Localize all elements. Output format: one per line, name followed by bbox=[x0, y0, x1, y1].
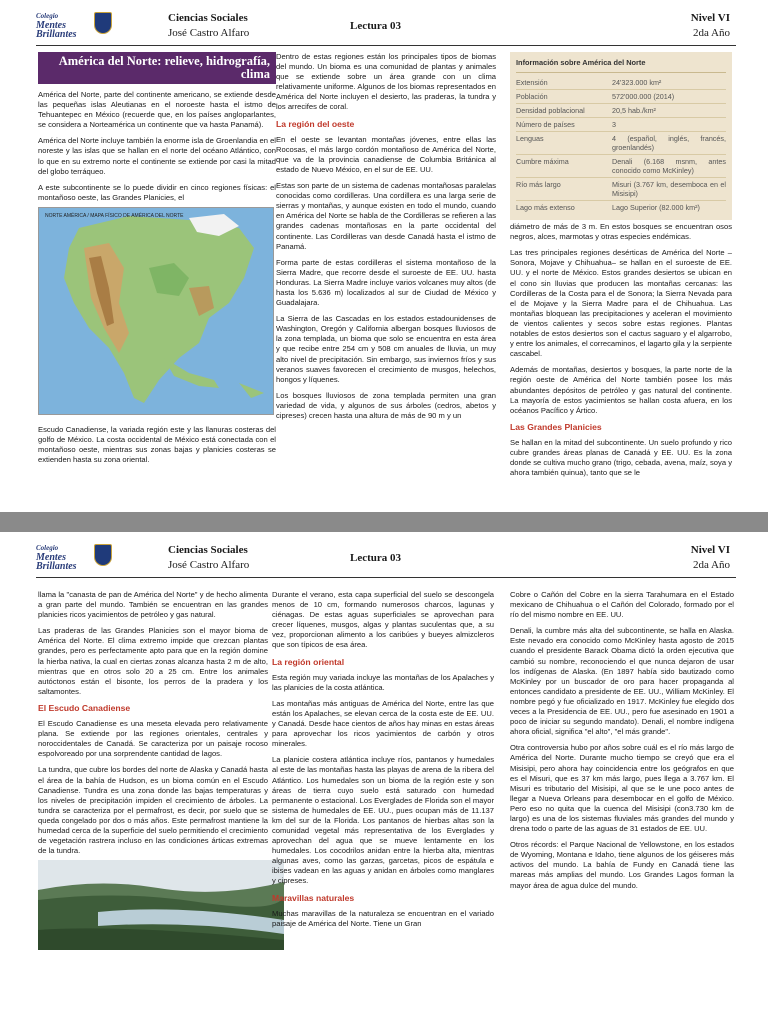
paragraph: Las tres principales regiones desérticas de América del Norte –Sonora, Mojave y Chihuahua– se hallan en el suroeste de EE. UU. y el norte de México. Estos grandes desiertos se ubican en el cono sin lluvias que producen las montañas cercanas: las Cordilleras de la Costa para el de Sonora; la Sierra Nevada para el de Mojave y la Sierra Madre para el de Chihuahua. Las montañas bloquean las precipitaciones y aceleran el movimiento de vientos calientes y secos sobre estas regiones. Plantas notables de estos desiertos son el cactus saguaro y el algarrobo, y entre los animales, el correcaminos, el lagarto gila y la serpiente cascabel. bbox=[510, 248, 733, 359]
logo-line2: Mentes bbox=[36, 552, 66, 563]
column-2 bbox=[276, 52, 496, 427]
heading-grandes-planicies: Las Grandes Planicies bbox=[510, 421, 602, 432]
info-value: 20,5 hab./km² bbox=[612, 106, 656, 116]
paragraph: Los bosques lluviosos de zona templada permiten una gran variedad de vida, y algunos de sus árboles (cedros, abetos y cipreses) crecen hasta una altura de más de 90 m y un bbox=[276, 390, 496, 420]
grade: 2da Año bbox=[693, 27, 730, 39]
info-key: Población bbox=[516, 92, 548, 102]
page-title: América del Norte: relieve, hidrografía, clima bbox=[38, 52, 276, 84]
logo-line3: Brillantes bbox=[36, 561, 77, 572]
shield-icon bbox=[94, 544, 112, 566]
info-row bbox=[516, 178, 726, 201]
heading-region-oriental: La región oriental bbox=[272, 656, 345, 667]
shield-icon bbox=[94, 12, 112, 34]
info-row bbox=[516, 201, 726, 214]
paragraph: La planicie costera atlántica incluye ríos, pantanos y humedales al este de las montañas hasta las playas de arena de la ribera del Atlántico. Los humedales son un bioma de la región este y son áreas de tierra cuyo suelo está saturado con humedad permanente o estacional. Los Everglades de Florida son el mayor sistema de humedales de EE. UU., pues ocupan más de 11.137 km del sur de la Florida. Los pantanos de hierbas altas son la comunidad vegetal más representativa de los Everglades y aprovechan del agua que se mueve lentamente en los humedales. Los cocodrilos anidan entre la hierba alta, mientras algunas aves, como las garzas, garcetas, picos de espátula e ibises vadean en las aguas y anidan en árboles como manglares y cipreses. bbox=[272, 755, 494, 886]
paragraph: Denali, la cumbre más alta del subcontinente, se halla en Alaska. Este nevado era conocido como McKinley hasta agosto de 2015 cuando el presidente Barack Obama dictó la orden ejecutiva que cambió su nombre, reconociendo el que nunca dejaron de usar los indígenas de Alaska. (En 1897 había sido bautizado como McKinley por un buscador de oro para hacer propaganda al entonces candidato a presidente de EE. UU., William McKinley. El nombre pegó y fue oficializado en 1917. McKinley fue elegido dos veces a la Presidencia de EE. UU., pero fue asesinado en 1901 a poco de iniciar su segundo mandato). Denali, el nombre indígena ahora oficial, significa "el alto", "el más grande". bbox=[510, 626, 734, 737]
paragraph: Escudo Canadiense, la variada región este y las llanuras costeras del golfo de México. La costa occidental de México está conectada con el montañoso oeste, mientras sus zonas bajas y planicies costeras se extienden hasta su zona oriental. bbox=[38, 424, 276, 465]
school-logo bbox=[36, 10, 116, 44]
info-row bbox=[516, 90, 726, 104]
level: Nivel VI bbox=[690, 12, 730, 24]
info-value: 4 (español, inglés, francés, groenlandés) bbox=[612, 134, 726, 153]
info-key: Cumbre máxima bbox=[516, 157, 569, 167]
paragraph: llama la "canasta de pan de América del Norte" y de hecho alimenta a gran parte del mundo. También se encuentran en las grandes planicies ricos yacimientos de petróleo y gas natural. bbox=[38, 590, 268, 620]
paragraph: Las montañas más antiguas de América del Norte, entre las que están los Apalaches, se elevan cerca de la costa este de EE. UU. y Canadá. Desde hace cientos de años hay minas en estas áreas para aprovechar los ricos yacimientos de carbón y otros minerales. bbox=[272, 698, 494, 749]
info-row bbox=[516, 118, 726, 132]
column-3 bbox=[510, 590, 734, 897]
paragraph: Otra controversia hubo por años sobre cuál es el río más largo de América del Norte. Durante mucho tiempo se creyó que era el Misisipi, pero ahora hay coincidencia entre los geógrafos en que es el Misuri, que es 37 km más largo, pues llega a 3.767 km. El Misuri es tributario del Misisipi, al que se le une poco antes de llegar a Nueva Orleans para desembocar en el golfo de México. Pero eso no quita que la cuenca del Misisipi (con3.730 km de largo) es una de los sistemas fluviales más grandes del mundo y drena todo o parte de las aguas de 31 estados de EE. UU. bbox=[510, 743, 734, 834]
paragraph: Muchas maravillas de la naturaleza se encuentran en el variado paisaje de América del Norte. Tiene un Gran bbox=[272, 908, 494, 928]
info-value: 24'323.000 km² bbox=[612, 78, 662, 88]
teacher: José Castro Alfaro bbox=[168, 559, 250, 571]
info-value: 572'000.000 (2014) bbox=[612, 92, 675, 102]
reading-number: Lectura 03 bbox=[350, 20, 402, 32]
info-key: Extensión bbox=[516, 78, 548, 88]
map-graphic bbox=[39, 208, 274, 415]
heading-region-oeste: La región del oeste bbox=[276, 118, 355, 129]
info-key: Número de países bbox=[516, 120, 575, 130]
paragraph: Durante el verano, esta capa superficial del suelo se descongela menos de 10 cm, formando numerosos charcos, lagunas y ciénagas. De estas aguas superficiales se aprovechan para crecer líquenes, musgos, algas y plantas suculentas que, a su vez, proporcionan alimento a los caribúes y bueyes almizcleros que son típicos de esa área. bbox=[272, 590, 494, 650]
paragraph: Otros récords: el Parque Nacional de Yellowstone, en los estados de Wyoming, Montana e Idaho, tiene algunos de los géiseres más activos del mundo. La bahía de Fundy en Canadá tiene las mareas más amplias del mundo. Los Grandes Lagos forman la mayor área de agua dulce del mundo. bbox=[510, 840, 734, 890]
info-box bbox=[510, 52, 732, 220]
info-value: 3 bbox=[612, 120, 616, 130]
info-row bbox=[516, 76, 726, 90]
paragraph: Estas son parte de un sistema de cadenas montañosas paralelas conocidas como cordilleras. Una cordillera es una larga serie de sierras y montañas, y aunque existen en todo el mundo, cuando en América del Norte se habla de the Cordilleras se refieren a las grandes cadenas montañosas en la parte occidental del continente. Las Cordilleras van desde Canadá hasta el istmo de Panamá. bbox=[276, 181, 496, 251]
paragraph: Además de montañas, desiertos y bosques, la parte norte de la región oeste de América del Norte también posee los más abundantes depósitos de petróleo y gas natural del continente. La mayoría de estos yacimientos se hallan costa afuera, en los océanos Pacífico y Ártico. bbox=[510, 365, 732, 415]
paragraph: Cobre o Cañón del Cobre en la sierra Tarahumara en el Estado mexicano de Chihuahua o el Cañón del Colorado, formado por el río del mismo nombre en EE. UU. bbox=[510, 590, 734, 620]
paragraph: El Escudo Canadiense es una meseta elevada pero relativamente plana. Se extiende por las regiones orientales, centrales y noroccidentales de Canadá. Se caracteriza por un paisaje rocoso espolvoreado por una sorprendente cantidad de lagos. bbox=[38, 719, 268, 759]
paragraph: Dentro de estas regiones están los principales tipos de biomas del mundo. Un bioma es una comunidad de plantas y animales que se extiende sobre un área grande con un clima relativamente uniforme. Algunos de los biomas representados en América del Norte incluyen el desierto, las praderas, la tundra y los arrecifes de coral. bbox=[276, 52, 496, 112]
paragraph: América del Norte, parte del continente americano, se extiende desde las pequeñas islas Aleutianas en el noroeste hasta el istmo de Tehuantepec en México (recuerde que, en los países angloparlantes, se considera a Norteamérica un continente que va hasta Panamá). bbox=[38, 90, 276, 130]
page-2 bbox=[0, 532, 768, 1024]
photo-graphic bbox=[38, 860, 284, 950]
teacher: José Castro Alfaro bbox=[168, 27, 250, 39]
column-1 bbox=[38, 590, 268, 950]
landscape-photo bbox=[38, 860, 284, 950]
info-row bbox=[516, 132, 726, 155]
map-title: NORTE AMÉRICA / MAPA FÍSICO DE AMÉRICA DEL NORTE bbox=[45, 212, 184, 219]
info-box-title: Información sobre América del Norte bbox=[516, 58, 726, 73]
subject: Ciencias Sociales bbox=[168, 12, 248, 24]
column-3 bbox=[510, 52, 732, 484]
physical-map-image bbox=[38, 207, 274, 415]
school-logo bbox=[36, 542, 116, 576]
column-1 bbox=[38, 52, 276, 471]
logo-line2: Mentes bbox=[36, 20, 66, 31]
logo-line1: Colegio bbox=[36, 544, 59, 552]
info-key: Lago más extenso bbox=[516, 203, 575, 213]
reading-number: Lectura 03 bbox=[350, 552, 402, 564]
paragraph: América del Norte incluye también la enorme isla de Groenlandia en el noreste y las islas que se hallan en el norte del océano Atlántico, con lo que en su extremo norte el continente se extiende por casi la mitad del globo terráqueo. bbox=[38, 136, 276, 176]
paragraph: Se hallan en la mitad del subcontinente. Un suelo profundo y rico cubre grandes áreas planas de Canadá y EE. UU. Es la zona donde se cultiva mucho grano (trigo, cebada, avena, maíz, soya y ahora también quinua), tanto que se le bbox=[510, 437, 732, 478]
paragraph: Las praderas de las Grandes Planicies son el mayor bioma de América del Norte. El clima extremo impide que crezcan plantas grandes, pero es perfectamente apto para que en la región domine la hierba nativa, la cual en ciertas zonas alcanza hasta 2 m de alto, mientras que en otros solo 20 a 25 cm. Entre los animales autóctonos están el bisonte, los perros de la pradera y los saltamontes. bbox=[38, 626, 268, 696]
info-row bbox=[516, 104, 726, 118]
paragraph: Forma parte de estas cordilleras el sistema montañoso de la Sierra Madre, que recorre desde el suroeste de EE. UU. hasta Honduras. La Sierra Madre incluye varios volcanes muy altos (de hasta los 5.636 m) localizados al sur de Ciudad de México y Guadalajara. bbox=[276, 257, 496, 308]
level: Nivel VI bbox=[690, 544, 730, 556]
paragraph: En el oeste se levantan montañas jóvenes, entre ellas las Rocosas, el más largo cordón montañoso de América del Norte, que va de la provincia canadiense de Columbia Británica al estado de Nuevo México, en el sur de EE. UU. bbox=[276, 134, 496, 174]
info-value: Lago Superior (82.000 km²) bbox=[612, 203, 700, 213]
heading-maravillas-naturales: Maravillas naturales bbox=[272, 892, 355, 903]
paragraph: Esta región muy variada incluye las montañas de los Apalaches y las planicies de la costa atlántica. bbox=[272, 672, 494, 692]
heading-escudo-canadiense: El Escudo Canadiense bbox=[38, 702, 131, 713]
info-value: Misuri (3.767 km, desemboca en el Misisipi) bbox=[612, 180, 726, 199]
page-header bbox=[36, 10, 736, 46]
info-key: Densidad poblacional bbox=[516, 106, 585, 116]
info-row bbox=[516, 155, 726, 178]
logo-line3: Brillantes bbox=[36, 29, 77, 40]
logo-line1: Colegio bbox=[36, 12, 59, 20]
paragraph: La Sierra de las Cascadas en los estados estadounidenses de Washington, Oregón y California albergan bosques lluviosos de la zona templada, un bioma que solo se encuentra en esta área y que recibe entre 254 cm y 508 cm anuales de lluvia, un muy alto nivel de precipitación. Sin embargo, sus inviernos fríos y sus veranos suaves favorecen el crecimiento de musgos, helechos, hongos y líquenes. bbox=[276, 314, 496, 384]
page-header bbox=[36, 542, 736, 578]
paragraph: La tundra, que cubre los bordes del norte de Alaska y Canadá hasta el área de la bahía de Hudson, es un bioma común en el Escudo Canadiense. Tundra es una zona donde las bajas temperaturas y los niveles de precipitación impiden el crecimiento de árboles. La tundra se caracteriza por el permafrost, es decir, por suelo que se queda congelado por dos o más años. Este permafrost mantiene la humedad cerca de la superficie del suelo permitiendo el crecimiento de vegetación rastrera incluso en las condiciones árticas extremas de la tundra. bbox=[38, 765, 268, 856]
column-2 bbox=[272, 590, 494, 935]
paragraph: diámetro de más de 3 m. En estos bosques se encuentran osos negros, alces, marmotas y otras especies endémicas. bbox=[510, 222, 732, 242]
info-key: Río más largo bbox=[516, 180, 561, 190]
info-key: Lenguas bbox=[516, 134, 544, 144]
paragraph: A este subcontinente se lo puede dividir en cinco regiones físicas: el montañoso oeste, las Grandes Planicies, el bbox=[38, 182, 276, 202]
grade: 2da Año bbox=[693, 559, 730, 571]
subject: Ciencias Sociales bbox=[168, 544, 248, 556]
info-value: Denali (6.168 msnm, antes conocido como McKinley) bbox=[612, 157, 726, 176]
